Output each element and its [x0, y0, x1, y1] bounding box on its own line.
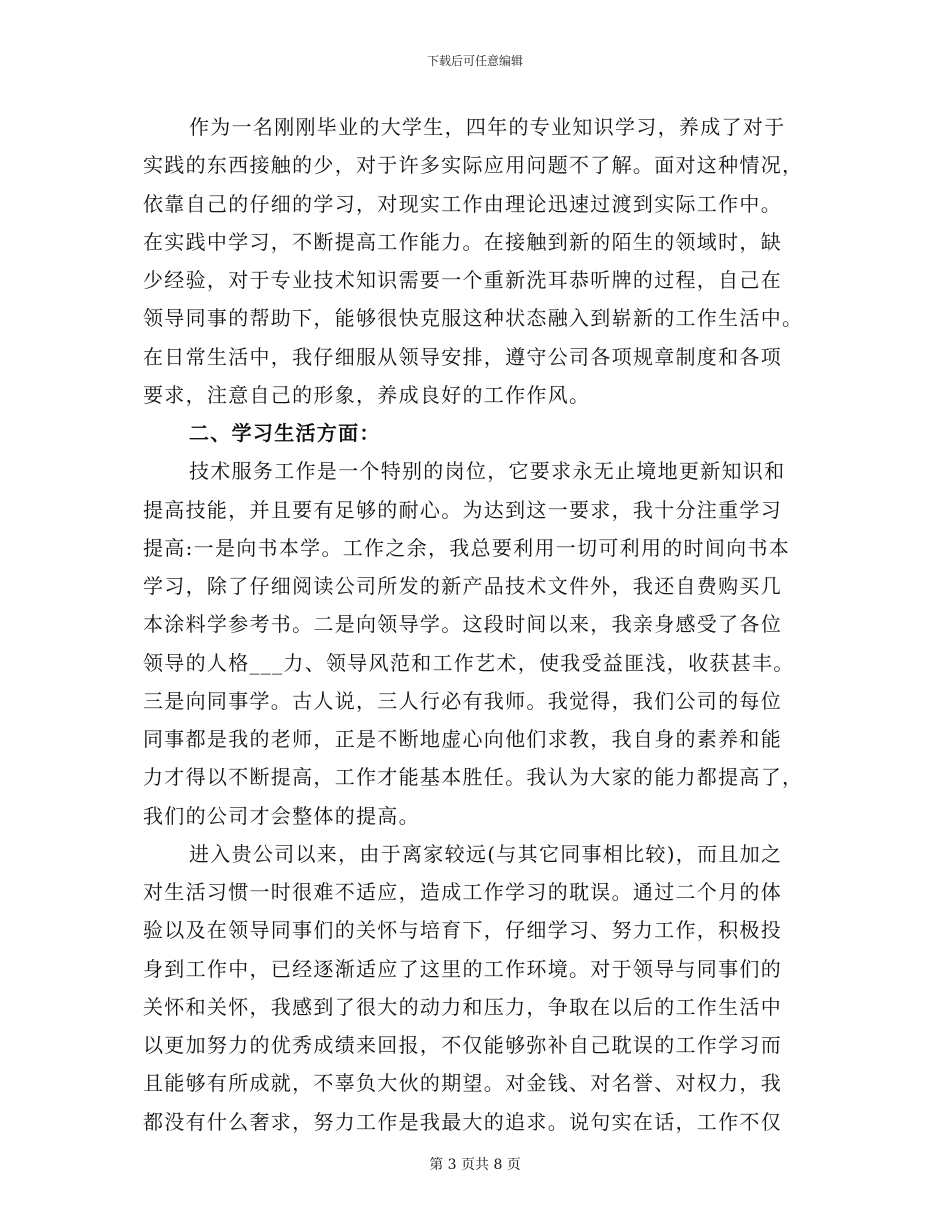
paragraph-line: 对生活习惯一时很难不适应，造成工作学习的耽误。通过二个月的体 — [143, 880, 782, 904]
paragraph-line: 以更加努力的优秀成绩来回报，不仅能够弥补自己耽误的工作学习而 — [143, 1033, 782, 1057]
document-body — [143, 108, 807, 1141]
paragraph-line: 依靠自己的仔细的学习，对现实工作由理论迅速过渡到实际工作中。 — [143, 191, 782, 216]
paragraph-line: 领导的人格___力、领导风范和工作艺术，使我受益匪浅，收获甚丰。 — [143, 650, 795, 675]
paragraph-line: 进入贵公司以来，由于离家较远(与其它同事相比较)，而且加之 — [189, 841, 783, 866]
page-footer: 第 3 页共 8 页 — [429, 1157, 521, 1173]
paragraph-line: 在实践中学习，不断提高工作能力。在接触到新的陌生的领域时，缺 — [143, 229, 782, 254]
paragraph-line: 都没有什么奢求，努力工作是我最大的追求。说句实在话，工作不仅 — [143, 1109, 782, 1134]
paragraph-line: 力才得以不断提高，工作才能基本胜任。我认为大家的能力都提高了， — [143, 765, 804, 790]
paragraph-line: 在日常生活中，我仔细服从领导安排，遵守公司各项规章制度和各项 — [143, 344, 782, 369]
paragraph-line: 领导同事的帮助下，能够很快克服这种状态融入到崭新的工作生活中。 — [143, 306, 804, 331]
paragraph-line: 同事都是我的老师，正是不断地虚心向他们求教，我自身的素养和能 — [143, 727, 782, 751]
paragraph-line: 技术服务工作是一个特别的岗位，它要求永无止境地更新知识和 — [189, 459, 786, 484]
paragraph-line: 要求，注意自己的形象，养成良好的工作作风。 — [143, 382, 591, 407]
paragraph-line: 学习，除了仔细阅读公司所发的新产品技术文件外，我还自费购买几 — [143, 574, 782, 598]
section-heading: 二、学习生活方面： — [189, 421, 381, 445]
paragraph-line: 我们的公司才会整体的提高。 — [143, 803, 420, 828]
paragraph-line: 身到工作中，已经逐渐适应了这里的工作环境。对于领导与同事们的 — [143, 956, 782, 981]
paragraph-line: 提高技能，并且要有足够的耐心。为达到这一要求，我十分注重学习 — [143, 497, 782, 522]
paragraph-line: 实践的东西接触的少，对于许多实际应用问题不了解。面对这种情况， — [143, 153, 804, 178]
paragraph-line: 三是向同事学。古人说，三人行必有我师。我觉得，我们公司的每位 — [143, 688, 782, 713]
paragraph-line: 本涂料学参考书。二是向领导学。这段时间以来，我亲身感受了各位 — [143, 612, 782, 637]
paragraph-line: 提高:一是向书本学。工作之余，我总要利用一切可利用的时间向书本 — [143, 535, 791, 560]
paragraph-line: 少经验，对于专业技术知识需要一个重新洗耳恭听牌的过程，自己在 — [143, 268, 782, 292]
paragraph-line: 且能够有所成就，不辜负大伙的期望。对金钱、对名誉、对权力，我 — [143, 1071, 782, 1096]
paragraph-line: 验以及在领导同事们的关怀与培育下，仔细学习、努力工作，积极投 — [143, 918, 782, 943]
page-header: 下载后可任意编辑 — [426, 54, 523, 68]
paragraph-line: 关怀和关怀，我感到了很大的动力和压力，争取在以后的工作生活中 — [143, 994, 782, 1019]
paragraph-line: 作为一名刚刚毕业的大学生，四年的专业知识学习，养成了对于 — [189, 115, 786, 139]
